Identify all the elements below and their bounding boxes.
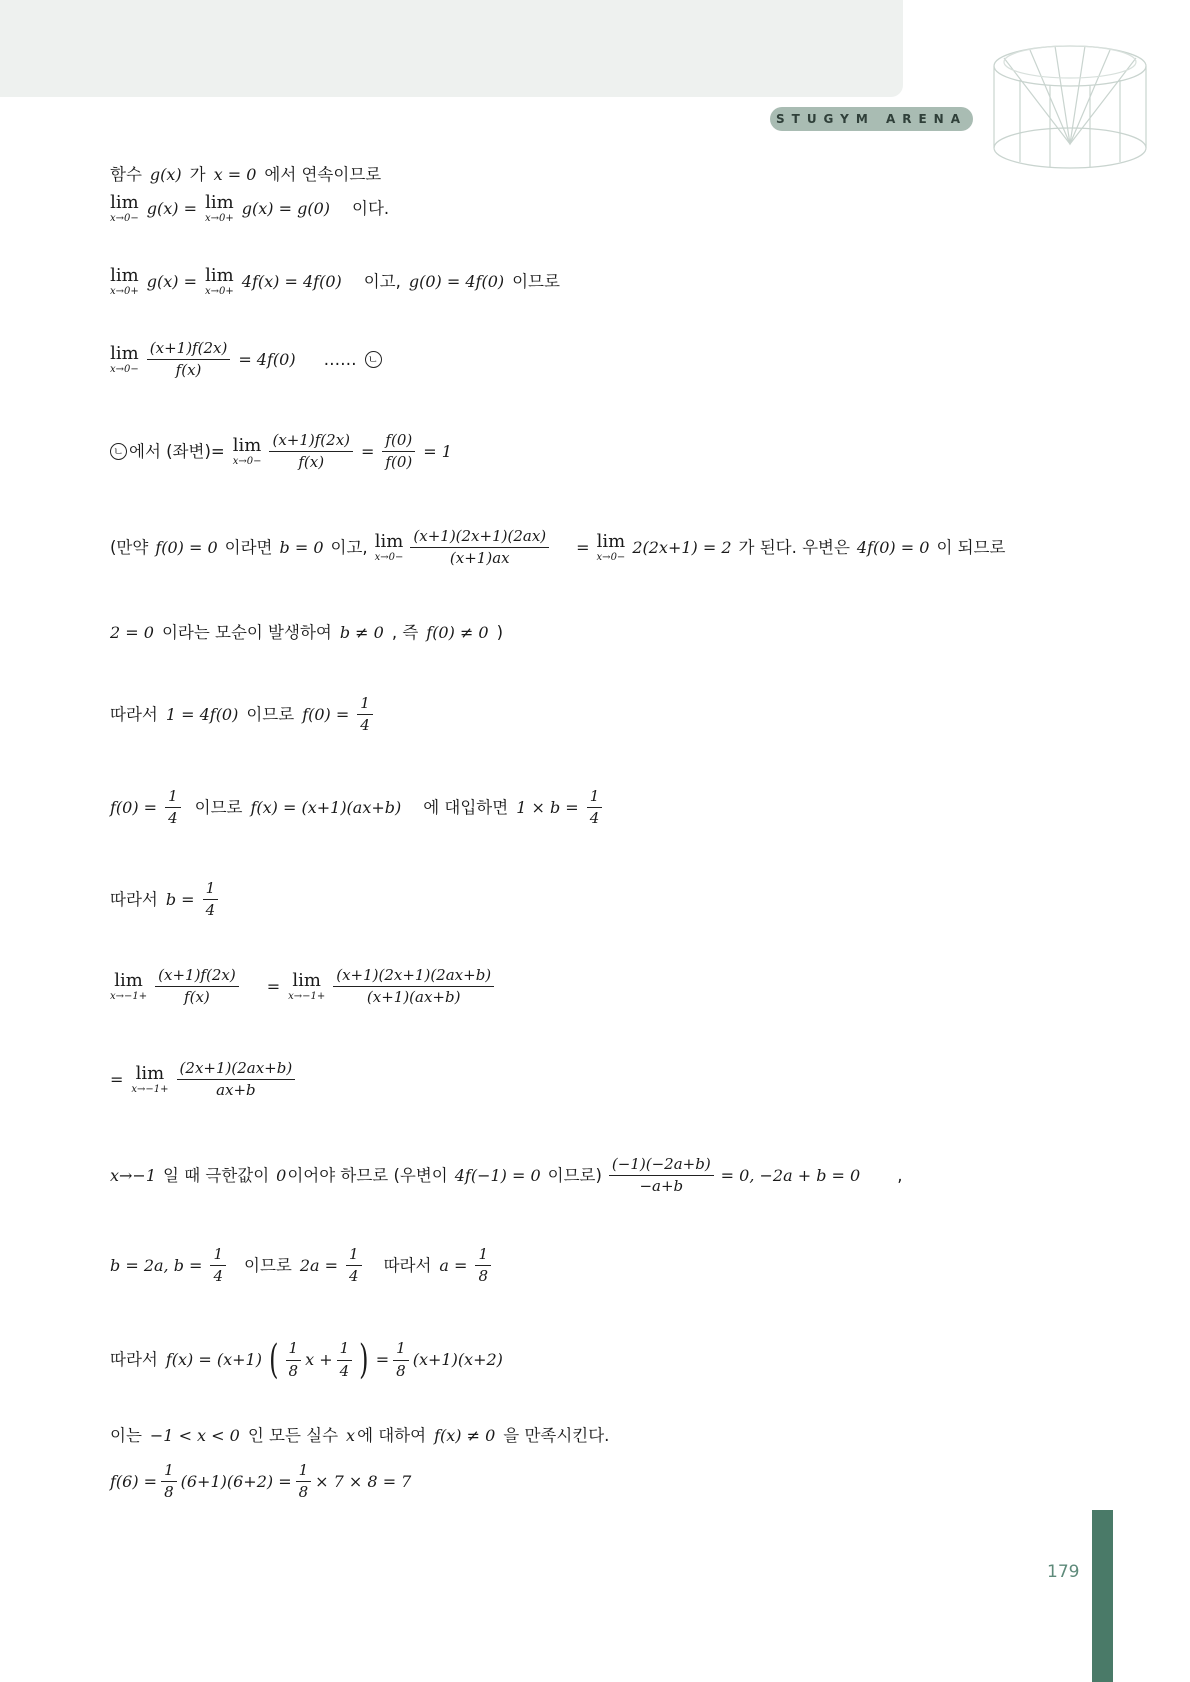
text: 에서 연속이므로 [264,165,382,184]
text: 에서 (좌변)= [129,441,225,461]
fraction: $\frac{1}{4}$ [587,788,603,828]
fraction: $\frac{1}{8}$ [393,1340,409,1380]
header-band [0,0,903,97]
text-line-1 [110,163,381,187]
text: 가 [189,165,206,184]
math-line-6 [110,528,1005,568]
math: b ≠ 0 [339,623,384,642]
math: x + [305,1350,333,1369]
text: ) [496,623,504,642]
fraction: $\frac{1}{4}$ [210,1246,226,1286]
text: …… [323,349,357,369]
text: 가 된다. 우변은 [738,537,850,557]
math: g(x) = [146,199,198,218]
text: 을 만족시킨다. [503,1426,610,1445]
math: f(0) = [302,704,350,724]
text: , [897,1165,903,1185]
fraction: $\frac{1}{4}$ [165,788,181,828]
math: f(x) = (x+1) [165,1350,262,1369]
math: (x+1)(x+2) [412,1350,503,1369]
math: 2 = 0 [110,623,154,642]
circled-mark: ㄴ [365,351,382,368]
text-line-7 [110,621,503,645]
math: 2a = [299,1255,339,1275]
math: = 4f(0) [238,349,296,369]
left-paren: ( [269,1337,279,1383]
math-line-2 [110,194,389,224]
text: 이므로 [194,797,243,817]
text: 따라서 [110,1350,158,1369]
math: 4f(−1) = 0 [454,1165,541,1185]
text: 따라서 [383,1255,432,1275]
text: 이는 [110,1426,142,1445]
text: 이다. [352,199,390,218]
text: 이어야 하므로 (우변이 [287,1165,448,1185]
text: 이라는 모순이 발생하여 [161,623,332,642]
math: x = 0 [213,165,257,184]
text: 이므로 [512,272,560,291]
text-line-16 [110,1424,609,1448]
math-line-5 [110,432,452,472]
fraction: $\frac{1}{4}$ [337,1340,353,1380]
math: f(6) = [110,1471,158,1491]
math: × 7 × 8 = 7 [315,1471,412,1491]
math-line-4 [110,340,382,380]
math: f(0) = 0 [155,537,218,557]
math: 0 [276,1165,287,1185]
text: 이고, [363,272,401,291]
math-line-11 [110,967,494,1007]
math: = [576,537,590,557]
math: g(x) = g(0) [241,199,331,218]
text: (만약 [110,537,149,557]
math: = [361,441,375,461]
text-line-10 [110,880,218,920]
limit: lim x→0− [596,530,626,563]
math: x→−1 [110,1165,157,1185]
brand-badge: STUGYM ARENA [770,107,973,131]
fraction: $\frac{(2x+1)(2ax+b)}{ax+b}$ [177,1060,296,1100]
math-line-17 [110,1462,411,1502]
math: g(x) [149,165,182,184]
math: = [266,976,281,996]
math-line-3 [110,267,560,297]
text: 이라면 [224,537,273,557]
math: = 0, −2a + b = 0 [720,1165,861,1185]
limit: lim x→0− [232,434,262,467]
math: g(0) = 4f(0) [408,272,505,291]
math: x [346,1426,356,1445]
fraction: $\frac{(x+1)f(2x)}{f(x)}$ [155,967,239,1007]
math-line-14 [110,1246,491,1286]
text: 따라서 [110,704,158,724]
text: 이므로) [547,1165,602,1185]
math: b = 2a, b = [110,1255,203,1275]
math: f(0) = [110,797,158,817]
circled-mark: ㄴ [110,443,127,460]
text: 일 때 극한값이 [163,1165,270,1185]
math: −1 < x < 0 [149,1426,240,1445]
text: 함수 [110,165,142,184]
math-line-13 [110,1156,902,1196]
right-paren: ) [359,1337,369,1383]
fraction: $\frac{f(0)}{f(0)}$ [382,432,415,472]
text: 이 되므로 [936,537,1006,557]
fraction: $\frac{1}{8}$ [296,1462,312,1502]
math: 1 × b = [516,797,579,817]
limit: lim x→−1+ [110,969,148,1002]
math: 4f(x) = 4f(0) [241,272,342,291]
fraction: $\frac{1}{4}$ [357,695,373,735]
limit: lim x→0− [110,192,139,224]
limit: lim x→−1+ [288,969,326,1002]
math: = [375,1350,390,1369]
limit: lim x→0+ [205,265,234,297]
text-line-8 [110,695,373,735]
limit: lim x→0+ [205,192,234,224]
limit: lim x→0− [374,530,404,563]
math: g(x) = [146,272,198,291]
math-line-15 [110,1337,503,1383]
fraction: $\frac{1}{8}$ [286,1340,302,1380]
fraction: $\frac{(x+1)f(2x)}{f(x)}$ [269,432,353,472]
math: b = [165,889,195,909]
text: 인 모든 실수 [247,1426,339,1445]
fraction: $\frac{(-1)(-2a+b)}{-a+b}$ [609,1156,714,1196]
text: 이고, [330,537,368,557]
limit: lim x→−1+ [131,1062,169,1095]
fraction: $\frac{(x+1)f(2x)}{f(x)}$ [147,340,231,380]
math-line-12 [110,1060,295,1100]
text: 이므로 [244,1255,292,1275]
math: b = 0 [279,537,324,557]
text-line-9 [110,788,602,828]
text: 이므로 [246,704,295,724]
math: 1 = 4f(0) [165,704,239,724]
text: , 즉 [391,623,419,642]
math: a = [439,1255,468,1275]
fraction: $\frac{1}{8}$ [475,1246,491,1286]
fraction: $\frac{1}{4}$ [203,880,219,920]
math: = 1 [423,441,452,461]
fraction: $\frac{(x+1)(2x+1)(2ax)}{(x+1)ax}$ [410,528,549,568]
math: 2(2x+1) = 2 [632,537,732,557]
math: = [110,1069,124,1089]
math: f(x) ≠ 0 [434,1426,496,1445]
cone-illustration-icon [990,40,1150,170]
page-number: 179 [1047,1562,1080,1582]
accent-side-bar [1092,1510,1113,1682]
text: 따라서 [110,889,158,909]
limit: lim x→0− [110,342,139,375]
math: f(0) ≠ 0 [426,623,489,642]
fraction: $\frac{1}{4}$ [346,1246,362,1286]
math: 4f(0) = 0 [856,537,930,557]
math: (6+1)(6+2) = [180,1471,292,1491]
text: 에 대하여 [357,1426,427,1445]
math: f(x) = (x+1)(ax+b) [250,797,402,817]
fraction: $\frac{(x+1)(2x+1)(2ax+b)}{(x+1)(ax+b)}$ [333,967,494,1007]
text: 에 대입하면 [423,797,509,817]
limit: lim x→0+ [110,265,139,297]
fraction: $\frac{1}{8}$ [161,1462,177,1502]
